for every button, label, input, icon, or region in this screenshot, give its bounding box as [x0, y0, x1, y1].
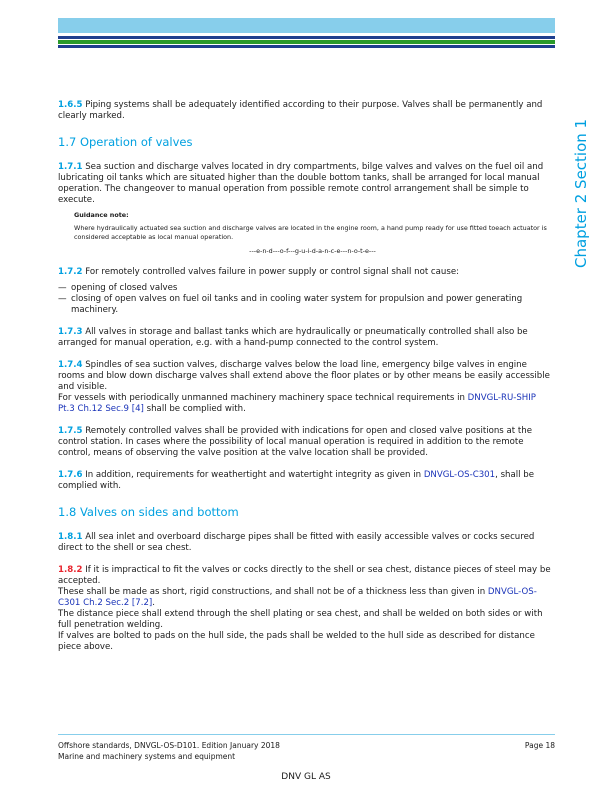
- chapter-section-label: Chapter 2 Section 1: [572, 118, 590, 268]
- clause-text: All valves in storage and ballast tanks which are hydraulically or pneumatically controlled shall also be arranged for manual operation, e.g. with a hand-pump connected to the control system.: [58, 327, 528, 348]
- clause-number: 1.6.5: [58, 100, 83, 110]
- clause-text: If it is impractical to fit the valves or cocks directly to the shell or sea chest, distance pieces of steel may be accepted.: [58, 565, 551, 586]
- footer-divider: [58, 734, 555, 735]
- clause-number: 1.7.2: [58, 267, 83, 277]
- clause-text: In addition, requirements for weathertight and watertight integrity as given in: [82, 470, 424, 480]
- header-band-light: [58, 18, 555, 33]
- list-item-text: closing of open valves on fuel oil tanks and in cooling water system for propulsion and power generating machinery.: [71, 294, 523, 315]
- clause-text: , shall be complied with.: [58, 470, 535, 491]
- header-stripe-navy-top: [58, 36, 555, 39]
- clause-text: Sea suction and discharge valves located in dry compartments, bilge valves and valves on the fuel oil and lubricating oil tanks which are situated higher than the double bottom tanks, shall be arranged for local manual operation. The changeover to manual operation from possible remote control arrangement shall be simple to execute.: [58, 162, 544, 205]
- clause-text: Remotely controlled valves shall be provided with indications for open and closed valve positions at the control station. In cases where the possibility of local manual operation is required in addition to the remote control, means of observing the valve position at the valve location shall be provided.: [58, 426, 532, 458]
- list-item: [58, 294, 551, 316]
- clause-text: Spindles of sea suction valves, discharge valves below the load line, emergency bilge valves in engine rooms and blow down discharge valves shall extend above the floor plates or by other means be easily accessible and visible.: [58, 360, 550, 392]
- clause-text: shall be complied with.: [143, 404, 246, 414]
- clause-1-7-4-continued: [58, 393, 551, 415]
- clause-number: 1.7.6: [58, 470, 83, 480]
- clause-1-7-6: [58, 470, 551, 492]
- clause-text: For vessels with periodically unmanned machinery machinery space technical requirements in: [58, 393, 468, 403]
- page-footer: [58, 740, 555, 762]
- section-heading-1-8: 1.8 Valves on sides and bottom: [58, 505, 239, 519]
- list-item-text: opening of closed valves: [71, 283, 178, 293]
- clause-1-8-2: [58, 565, 551, 587]
- guidance-note-title: Guidance note:: [74, 211, 129, 219]
- clause-text: These shall be made as short, rigid constructions, and shall not be of a thickness less than given in: [58, 587, 488, 597]
- clause-1-7-2: [58, 267, 551, 278]
- clause-number: 1.7.5: [58, 426, 83, 436]
- clause-1-7-5: [58, 426, 551, 459]
- header-stripe-green: [58, 40, 555, 44]
- clause-1-6-5: [58, 100, 551, 122]
- reference-link[interactable]: DNVGL-RU-SHIP Pt.3 Ch.12 Sec.9 [4]: [58, 393, 536, 414]
- clause-number: 1.7.1: [58, 162, 83, 172]
- dash-marker: —: [58, 283, 67, 293]
- list-item: [58, 283, 551, 294]
- reference-link[interactable]: DNVGL-OS-C301: [423, 470, 496, 480]
- guidance-note-text: Where hydraulically actuated sea suction and discharge valves are located in the engine room, a hand pump ready for use fitted toeach actuator is considered acceptable as local manual operation.: [74, 223, 547, 241]
- clause-number: 1.8.1: [58, 532, 83, 542]
- failure-conditions-list: [58, 283, 551, 316]
- guidance-note-end: ---e-n-d---o-f---g-u-i-d-a-n-c-e---n-o-t-e---: [249, 246, 376, 255]
- clause-number: 1.7.3: [58, 327, 83, 337]
- clause-number: 1.7.4: [58, 360, 83, 370]
- reference-link[interactable]: DNVGL-OS-C301 Ch.2 Sec.2 [7.2]: [58, 587, 537, 608]
- clause-1-8-2-continued: [58, 587, 551, 609]
- clause-1-7-4: [58, 360, 551, 393]
- company-name: DNV GL AS: [281, 772, 331, 782]
- clause-text: All sea inlet and overboard discharge pipes shall be fitted with easily accessible valves or cocks secured direct to the shell or sea chest.: [58, 532, 535, 553]
- page-number: Page 18: [524, 741, 555, 750]
- clause-text: Piping systems shall be adequately identified according to their purpose. Valves shall be permanently and clearly marked.: [58, 100, 543, 121]
- footer-subtitle: Marine and machinery systems and equipment: [58, 752, 236, 761]
- clause-number: 1.8.2: [58, 565, 83, 575]
- clause-1-8-2-paragraph: If valves are bolted to pads on the hull side, the pads shall be welded to the hull side as described for distance piece above.: [58, 631, 535, 652]
- header-stripe-navy-bottom: [58, 45, 555, 48]
- clause-1-7-3: [58, 327, 551, 349]
- clause-1-8-1: [58, 532, 551, 554]
- section-heading-1-7: 1.7 Operation of valves: [58, 135, 193, 149]
- footer-standard: Offshore standards, DNVGL-OS-D101. Edition January 2018: [58, 741, 280, 750]
- clause-1-8-2-paragraph: The distance piece shall extend through the shell plating or sea chest, and shall be welded on both sides or with full penetration welding.: [58, 609, 543, 630]
- document-body: [58, 100, 551, 653]
- guidance-note: [74, 211, 551, 256]
- clause-1-7-1: [58, 162, 551, 206]
- dash-marker: —: [58, 294, 67, 304]
- clause-text: .: [152, 598, 156, 608]
- clause-text: For remotely controlled valves failure in power supply or control signal shall not cause:: [82, 267, 460, 277]
